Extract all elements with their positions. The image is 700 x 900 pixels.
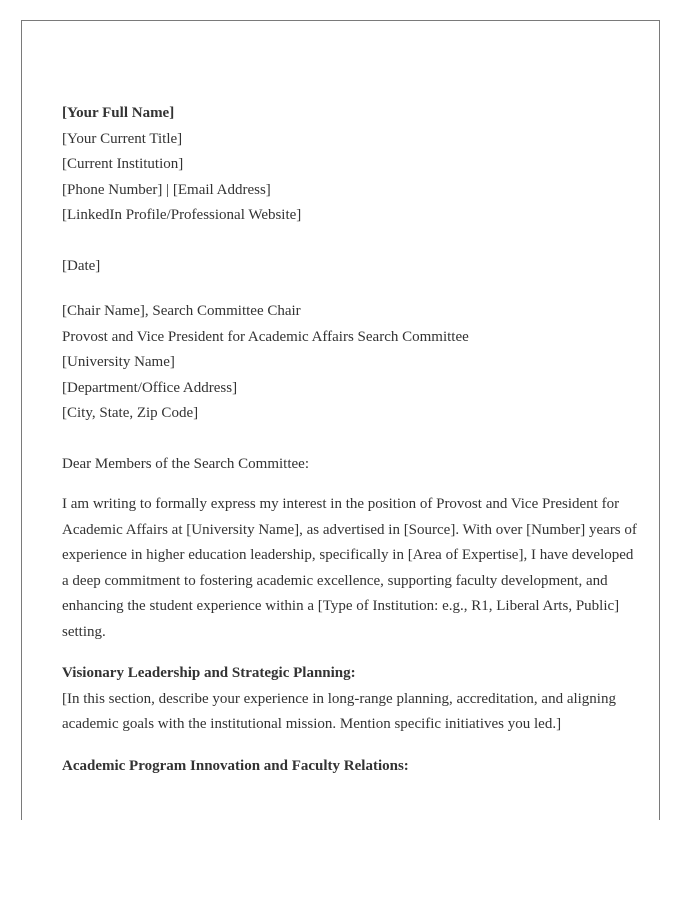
sender-institution: [Current Institution]: [62, 156, 184, 172]
recipient-committee: Provost and Vice President for Academic Affairs Search Committee: [62, 328, 469, 345]
sender-name: [Your Full Name]: [62, 105, 175, 121]
letter-section: [62, 754, 642, 780]
recipient-chair: [Chair Name], Search Committee Chair: [62, 303, 301, 319]
sender-block: [62, 101, 642, 229]
recipient-block: [62, 299, 642, 427]
recipient-university: [University Name]: [62, 354, 175, 370]
sender-website: [LinkedIn Profile/Professional Website]: [62, 207, 302, 223]
sender-contact: [Phone Number] | [Email Address]: [62, 181, 271, 198]
recipient-address: [Department/Office Address]: [62, 379, 238, 396]
letter-page: [21, 20, 660, 820]
letter-date: [Date]: [62, 257, 101, 274]
recipient-city: [City, State, Zip Code]: [62, 405, 199, 421]
date-block: [62, 254, 642, 280]
sender-title: [Your Current Title]: [62, 130, 183, 147]
intro-paragraph: I am writing to formally express my interest in the position of Provost and Vice President for Academic Affairs at [University Name], as advertised in [Source]. With over [Number] years of experience in higher education leadership, specifically in [Area of Expertise], I have developed a deep commitment to fostering academic excellence, supporting faculty development, and enhancing the student experience within a [Type of Institution: e.g., R1, Liberal Arts, Public] setting.: [62, 496, 637, 640]
salutation-block: [62, 452, 642, 478]
section-heading: Academic Program Innovation and Faculty Relations:: [62, 757, 409, 774]
salutation: Dear Members of the Search Committee:: [62, 455, 310, 472]
letter-content: [62, 101, 642, 779]
section-body: [In this section, describe your experience in long-range planning, accreditation, and aligning academic goals with the institutional mission. Mention specific initiatives you led.]: [62, 690, 616, 732]
letter-section: [62, 661, 642, 738]
section-heading: Visionary Leadership and Strategic Planning:: [62, 665, 356, 681]
